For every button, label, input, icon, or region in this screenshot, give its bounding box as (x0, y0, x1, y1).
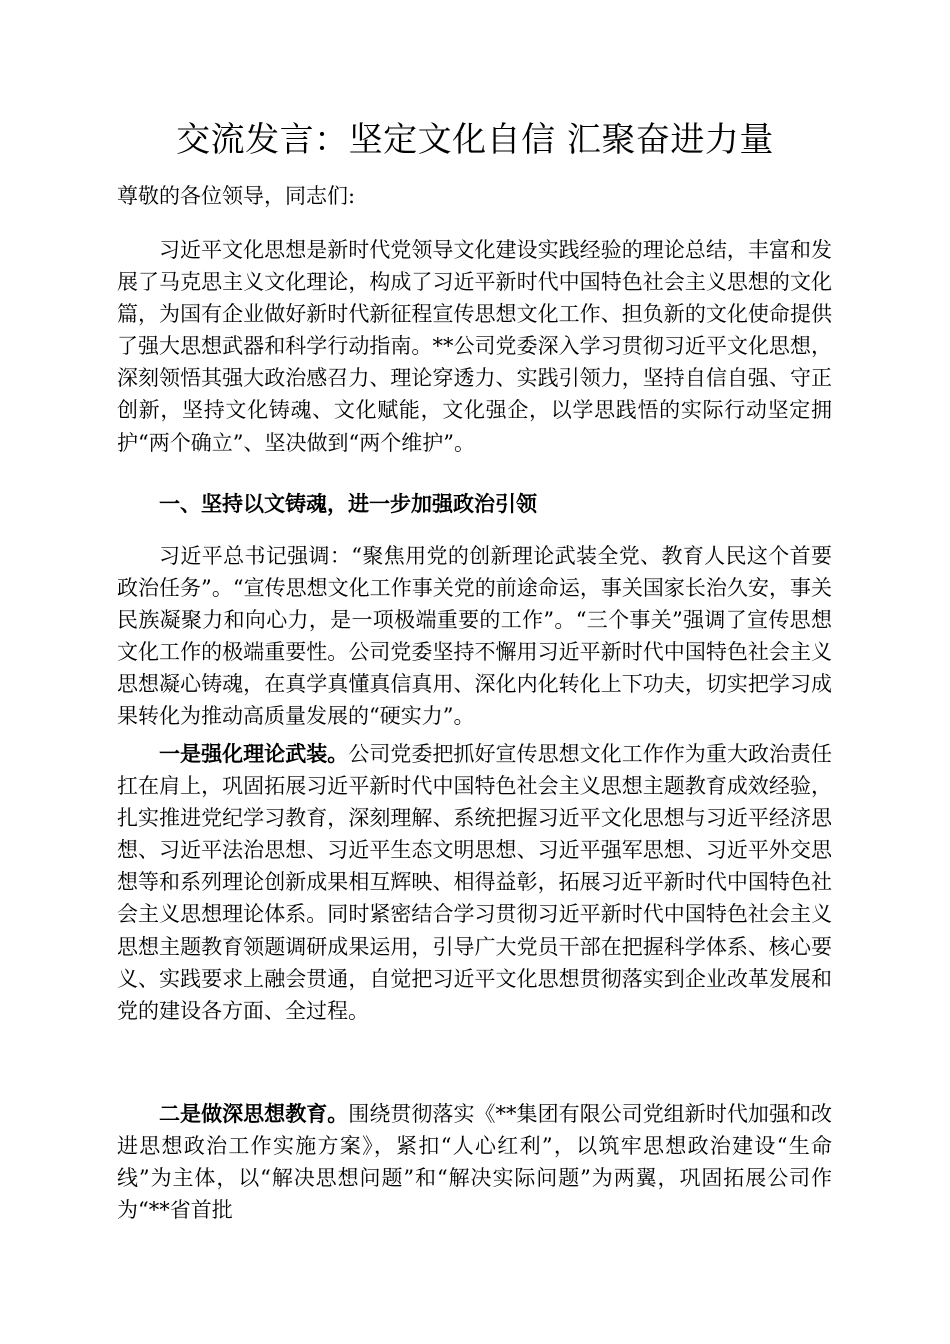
paragraph-section-1-intro: 习近平总书记强调：“聚焦用党的创新理论武装全党、教育人民这个首要政治任务”。“宣传思想文化工作事关党的前途命运，事关国家长治久安，事关民族凝聚力和向心力，是一项极端重要的工作”。“三个事关”强调了宣传思想文化工作的极端重要性。公司党委坚持不懈用习近平新时代中国特色社会主义思想凝心铸魂，在真学真懂真信真用、深化内化转化上下功夫，切实把学习成果转化为推动高质量发展的“硬实力”。 (117, 544, 832, 729)
section-heading-1: 一、坚持以文铸魂，进一步加强政治引领 (159, 491, 537, 516)
paragraph-body-text: 公司党委把抓好宣传思想文化工作作为重大政治责任扛在肩上，巩固拓展习近平新时代中国特色社会主义思想主题教育成效经验，扎实推进党纪学习教育，深刻理解、系统把握习近平文化思想与习近平经济思想、习近平法治思想、习近平生态文明思想、习近平强军思想、习近平外交思想等和系列理论创新成果相互辉映、相得益彰，拓展习近平新时代中国特色社会主义思想理论体系。同时紧密结合学习贯彻习近平新时代中国特色社会主义思想主题教育领题调研成果运用，引导广大党员干部在把握科学体系、核心要义、实践要求上融会贯通，自觉把习近平文化思想贯彻落实到企业改革发展和党的建设各方面、全过程。 (117, 742, 833, 1023)
paragraph-lead-label: 二是做深思想教育。 (159, 1101, 349, 1126)
paragraph-lead-label: 一是强化理论武装。 (159, 741, 349, 766)
salutation: 尊敬的各位领导，同志们: (117, 184, 356, 208)
paragraph-ideological-education (117, 1098, 832, 1226)
document-title: 交流发言：坚定文化自信 汇聚奋进力量 (176, 120, 774, 160)
paragraph-intro: 习近平文化思想是新时代党领导文化建设实践经验的理论总结，丰富和发展了马克思主义文化理论，构成了习近平新时代中国特色社会主义思想的文化篇，为国有企业做好新时代新征程宣传思想文化工作、担负新的文化使命提供了强大思想武器和科学行动指南。**公司党委深入学习贯彻习近平文化思想，深刻领悟其强大政治感召力、理论穿透力、实践引领力，坚持自信自强、守正创新，坚持文化铸魂、文化赋能，文化强企，以学思践悟的实际行动坚定拥护“两个确立”、坚决做到“两个维护”。 (117, 238, 832, 455)
paragraph-body-text: 围绕贯彻落实《**集团有限公司党组新时代加强和改进思想政治工作实施方案》，紧扣“人心红利”，以筑牢思想政治建设“生命线”为主体，以“解决思想问题”和“解决实际问题”为两翼，巩固拓展公司作为“**省首批 (117, 1102, 833, 1223)
paragraph-theory-armament (117, 738, 832, 1027)
